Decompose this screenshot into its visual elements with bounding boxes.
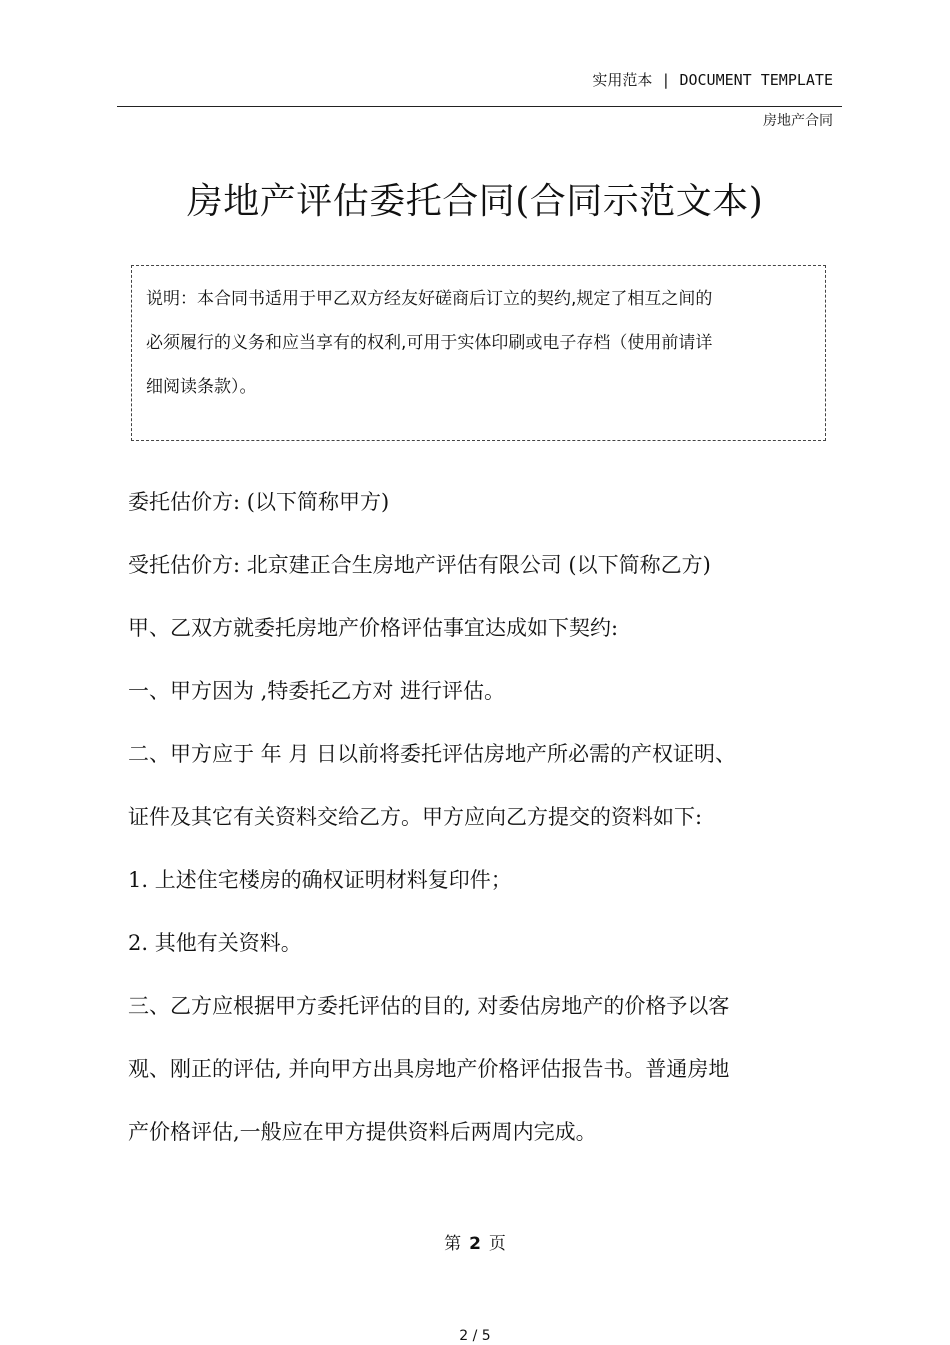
page-number: 2 [469,1234,481,1254]
party-a-line: 委托估价方: (以下简称甲方) [128,490,390,514]
header-template-label: 实用范本 | DOCUMENT TEMPLATE [592,71,833,89]
page-prefix: 第 [444,1234,462,1254]
agreement-intro: 甲、乙双方就委托房地产价格评估事宜达成如下契约: [128,616,619,640]
notice-line: 说明：本合同书适用于甲乙双方经友好磋商后订立的契约,规定了相互之间的 [146,289,713,309]
document-title: 房地产评估委托合同(合同示范文本) [186,181,764,222]
notice-line: 细阅读条款）。 [146,377,257,397]
notice-box [131,265,826,441]
clause-2-line-2: 证件及其它有关资料交给乙方。甲方应向乙方提交的资料如下: [128,805,703,829]
header-category: 房地产合同 [763,113,833,129]
header-divider [117,106,842,107]
clause-3-line-2: 观、刚正的评估, 并向甲方出具房地产价格评估报告书。普通房地 [128,1057,730,1081]
clause-2-line-1: 二、甲方应于 年 月 日以前将委托评估房地产所必需的产权证明、 [128,742,737,766]
clause-2-item-1: 1. 上述住宅楼房的确权证明材料复印件； [128,868,512,892]
clause-1: 一、甲方因为 ,特委托乙方对 进行评估。 [128,679,506,703]
party-b-line: 受托估价方: 北京建正合生房地产评估有限公司 (以下简称乙方) [128,553,711,577]
clause-3-line-3: 产价格评估,一般应在甲方提供资料后两周内完成。 [128,1120,597,1144]
page-indicator: 2 / 5 [459,1328,491,1344]
page-footer [0,1232,950,1256]
notice-line: 必须履行的义务和应当享有的权利,可用于实体印刷或电子存档（使用前请详 [146,333,713,353]
clause-3-line-1: 三、乙方应根据甲方委托评估的目的, 对委估房地产的价格予以客 [128,994,730,1018]
page-suffix: 页 [488,1234,506,1254]
clause-2-item-2: 2. 其他有关资料。 [128,931,302,955]
contract-body [128,477,838,1170]
